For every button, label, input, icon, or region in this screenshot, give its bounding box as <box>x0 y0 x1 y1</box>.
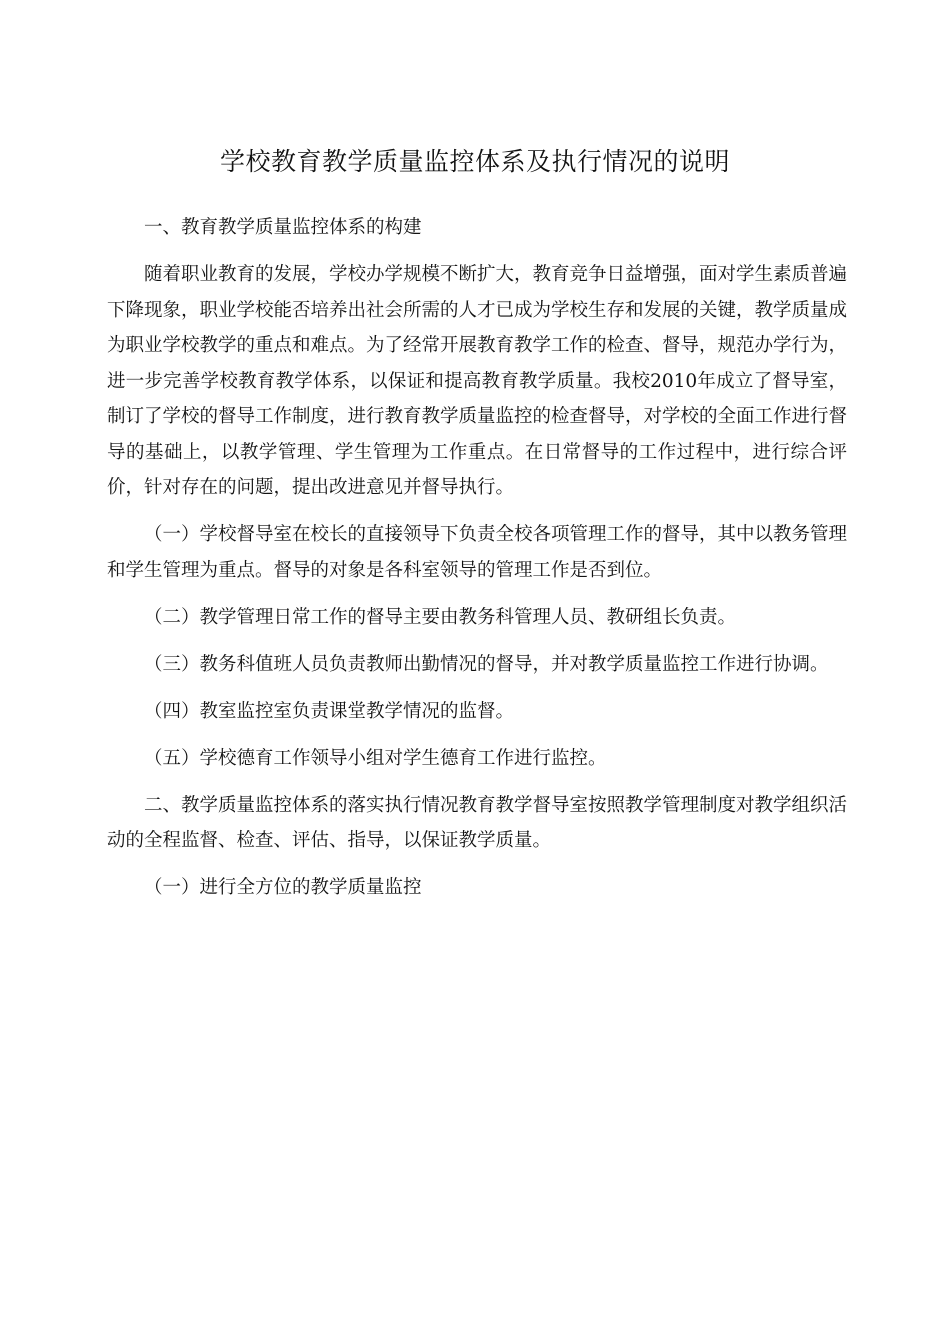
document-body <box>107 210 847 917</box>
list-item-5: （五）学校德育工作领导小组对学生德育工作进行监控。 <box>144 747 607 769</box>
list-item-1: （一）学校督导室在校长的直接领导下负责全校各项管理工作的督导，其中以教务管理和学生管理为重点。督导的对象是各科室领导的管理工作是否到位。 <box>107 524 848 581</box>
document-title: 学校教育教学质量监控体系及执行情况的说明 <box>219 147 730 176</box>
list-item-2: （二）教学管理日常工作的督导主要由教务科管理人员、教研组长负责。 <box>144 606 737 628</box>
subsection-heading-1: （一）进行全方位的教学质量监控 <box>144 877 422 898</box>
list-item-3: （三）教务科值班人员负责教师出勤情况的督导，并对教学质量监控工作进行协调。 <box>144 653 829 675</box>
section-heading-1: 一、教育教学质量监控体系的构建 <box>144 217 422 238</box>
paragraph-intro: 随着职业教育的发展，学校办学规模不断扩大，教育竞争日益增强，面对学生素质普遍下降现象，职业学校能否培养出社会所需的人才已成为学校生存和发展的关键，教学质量成为职业学校教学的重点和难点。为了经常开展教育教学工作的检查、督导，规范办学行为，进一步完善学校教育教学体系，以保证和提高教育教学质量。我校2010年成立了督导室，制订了学校的督导工作制度，进行教育教学质量监控的检查督导，对学校的全面工作进行督导的基础上，以教学管理、学生管理为工作重点。在日常督导的工作过程中，进行综合评价，针对存在的问题，提出改进意见并督导执行。 <box>107 264 848 498</box>
list-item-4: （四）教室监控室负责课堂教学情况的监督。 <box>144 700 515 722</box>
section-heading-2: 二、教学质量监控体系的落实执行情况教育教学督导室按照教学管理制度对教学组织活动的全程监督、检查、评估、指导，以保证教学质量。 <box>107 794 848 851</box>
